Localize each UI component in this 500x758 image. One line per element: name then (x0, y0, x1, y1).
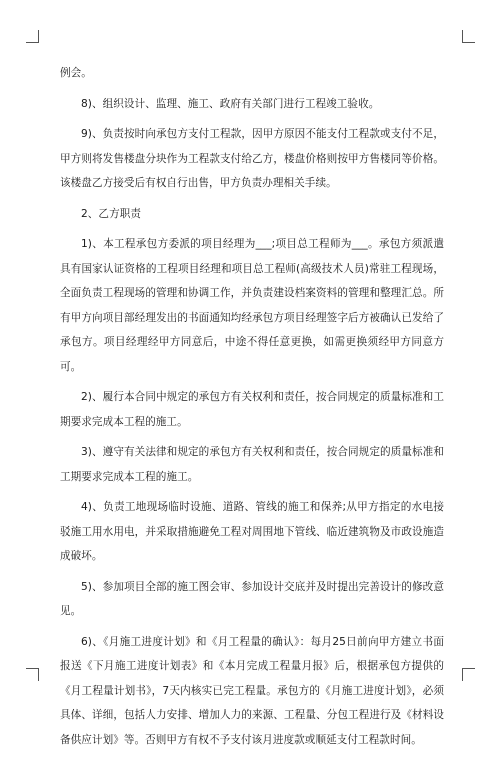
paragraph-item-9: 9)、负责按时向承包方支付工程款，因甲方原因不能支付工程款或支付不足，甲方则将发售楼盘分块作为工程款支付给乙方，楼盘价格则按甲方售楼同等价格。该楼盘乙方接受后有权自行出售，甲方负责办理相关手续。 (60, 128, 444, 189)
crop-mark-top-left (26, 30, 39, 43)
section-heading-party-b-duties: 2、乙方职责 (81, 207, 142, 220)
paragraph-item-8: 8)、组织设计、监理、施工、政府有关部门进行工程竣工验收。 (81, 97, 380, 110)
paragraph-b-item-2: 2)、履行本合同中规定的承包方有关权利和责任，按合同规定的质量标准和工期要求完成本工程的施工。 (60, 391, 444, 428)
paragraph-b-item-5: 5)、参加项目全部的施工图会审、参加设计交底并及时提出完善设计的修改意见。 (60, 580, 444, 617)
paragraph-continuation: 例会。 (60, 67, 92, 79)
crop-mark-bottom-right (462, 668, 475, 681)
paragraph-b-item-1: 1)、本工程承包方委派的项目经理为___;项目总工程师为___。承包方须派遣具有国家认证资格的工程项目经理和项目总工程师(高级技术人员)常驻工程现场，全面负责工程现场的管理和协调工作，并负责建设档案资料的管理和整理汇总。所有甲方向项目部经理发出的书面通知均经承包方项目经理签字后方被确认已发给了承包方。项目经理经甲方同意后，中途不得任意更换，如需更换须经甲方同意方可。 (60, 238, 444, 373)
crop-mark-top-right (462, 30, 475, 43)
document-body (60, 61, 444, 758)
paragraph-b-item-4: 4)、负责工地现场临时设施、道路、管线的施工和保养;从甲方指定的水电接驳施工用水用电，并采取措施避免工程对周围地下管线、临近建筑物及市政设施造成破坏。 (60, 501, 444, 562)
crop-mark-bottom-left (26, 668, 39, 681)
paragraph-b-item-6: 6)、《月施工进度计划》和《月工程量的确认》：每月25日前向甲方建立书面报送《下月施工进度计划表》和《本月完成工程量月报》后，根据承包方提供的《月工程量计划书》，7天内核实已完工程量。承包方的《月施工进度计划》，必须具体、详细，包括人力安排、增加人力的来源、工程量、分包工程进行及《材料设备供应计划》等。否则甲方有权不予支付该月进度款或顺延支付工程款时间。 (60, 635, 444, 746)
paragraph-b-item-3: 3)、遵守有关法律和规定的承包方有关权利和责任，按合同规定的质量标准和工期要求完成本工程的施工。 (60, 446, 444, 483)
